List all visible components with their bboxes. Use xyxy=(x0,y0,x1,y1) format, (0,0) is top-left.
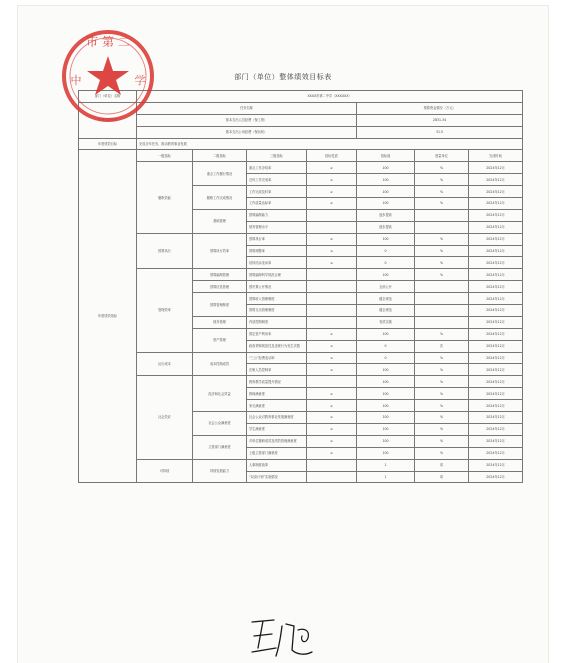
level3-indicator: 预算支出管理制度 xyxy=(247,305,307,317)
indicator-value: 全部公开 xyxy=(357,281,415,293)
indicator-nature: ≥ xyxy=(307,447,357,459)
level3-indicator: 工作质量达标率 xyxy=(247,198,307,210)
completion-time: 2024年12月 xyxy=(469,233,523,245)
measure-unit: % xyxy=(415,412,469,424)
level3-indicator: 预算调整率 xyxy=(247,245,307,257)
indicator-nature xyxy=(307,376,357,388)
measure-unit xyxy=(415,209,469,221)
completion-time: 2024年12月 xyxy=(469,281,523,293)
row2-value: 31.5 xyxy=(357,126,523,138)
completion-time: 2024年12月 xyxy=(469,364,523,376)
level2-indicator: 经济和社会效益 xyxy=(193,376,247,412)
level3-indicator: 预算编制科学规范合理 xyxy=(247,269,307,281)
unit-label: 部门（单位）名称 xyxy=(79,91,137,103)
measure-unit: % xyxy=(415,423,469,435)
level3-indicator: 预算编制能力 xyxy=(247,209,307,221)
completion-time: 2024年12月 xyxy=(469,340,523,352)
measure-unit: % xyxy=(415,233,469,245)
indicator-nature: ≥ xyxy=(307,412,357,424)
indicator-nature xyxy=(307,316,357,328)
table-row xyxy=(79,162,523,174)
completion-time: 2024年12月 xyxy=(469,471,523,483)
indicator-value: 100 xyxy=(357,162,415,174)
completion-time: 2024年12月 xyxy=(469,376,523,388)
indicator-value: 有效实施 xyxy=(357,316,415,328)
level3-indicator: 社会公众对教育事业发展满意度 xyxy=(247,412,307,424)
column-header: 完成时间 xyxy=(469,150,523,162)
measure-unit xyxy=(415,305,469,317)
page-title: 部门（单位）整体绩效目标表 xyxy=(234,73,332,81)
measure-unit: % xyxy=(415,376,469,388)
completion-time: 2024年12月 xyxy=(469,412,523,424)
indicator-nature xyxy=(307,209,357,221)
svg-text:中: 中 xyxy=(70,74,82,87)
level3-indicator: 在职人员控制率 xyxy=(247,364,307,376)
official-seal-stamp xyxy=(58,26,158,126)
level3-indicator: “双高计划”实施情况 xyxy=(247,471,307,483)
measure-unit: % xyxy=(415,174,469,186)
measure-unit: 次 xyxy=(415,340,469,352)
handwritten-signature xyxy=(246,612,336,662)
completion-time: 2024年12月 xyxy=(469,316,523,328)
indicator-value: 100 xyxy=(357,174,415,186)
level1-indicator: 管理效率 xyxy=(137,269,193,352)
level3-indicator: 上级主管部门满意度 xyxy=(247,447,307,459)
indicator-nature: ≥ xyxy=(307,162,357,174)
level3-indicator: 预算收入管理制度 xyxy=(247,293,307,305)
row1-label: 基本支出人员经费（保工资） xyxy=(137,114,357,126)
table-row xyxy=(79,233,523,245)
indicator-value: 100 xyxy=(357,364,415,376)
completion-time: 2024年12月 xyxy=(469,447,523,459)
level3-indicator: 结转结余变动率 xyxy=(247,257,307,269)
completion-time: 2024年12月 xyxy=(469,328,523,340)
indicator-nature: ≤ xyxy=(307,340,357,352)
level1-indicator: 社会效应 xyxy=(137,376,193,459)
indicator-nature: ≥ xyxy=(307,198,357,210)
measure-unit: % xyxy=(415,447,469,459)
completion-time: 2024年12月 xyxy=(469,293,523,305)
measure-unit: % xyxy=(415,364,469,376)
completion-time: 2024年12月 xyxy=(469,269,523,281)
level2-indicator: 基础管理 xyxy=(193,209,247,233)
indicator-value: 100 xyxy=(357,423,415,435)
col-funds-header: 预算资金情况（万元） xyxy=(357,102,523,114)
completion-time: 2024年12月 xyxy=(469,221,523,233)
level2-indicator: 资产管理 xyxy=(193,328,247,352)
level3-indicator: 财务管理水平 xyxy=(247,221,307,233)
measure-unit: % xyxy=(415,400,469,412)
column-header: 一级指标 xyxy=(137,150,193,162)
table-row xyxy=(79,459,523,471)
indicator-value: 100 xyxy=(357,435,415,447)
level3-indicator: 固定资产利用率 xyxy=(247,328,307,340)
column-header: 二级指标 xyxy=(193,150,247,162)
indicator-value: 100 xyxy=(357,412,415,424)
table-row xyxy=(79,150,523,162)
level2-indicator: 预算管理制度 xyxy=(193,293,247,317)
indicator-value: 100 xyxy=(357,198,415,210)
completion-time: 2024年12月 xyxy=(469,257,523,269)
completion-time: 2024年12月 xyxy=(469,459,523,471)
measure-unit: % xyxy=(415,269,469,281)
indicator-nature xyxy=(307,471,357,483)
column-header: 指标值 xyxy=(357,150,415,162)
level3-indicator: 内部控制制度 xyxy=(247,316,307,328)
level2-indicator: 预算编制管理 xyxy=(193,269,247,281)
measure-unit: 项 xyxy=(415,471,469,483)
level3-indicator: “三公”经费变动率 xyxy=(247,352,307,364)
indicator-nature: ≥ xyxy=(307,186,357,198)
level3-indicator: 重点工作办结率 xyxy=(247,162,307,174)
column-header: 三级指标 xyxy=(247,150,307,162)
indicator-value: 100 xyxy=(357,186,415,198)
level2-indicator: 主管部门满意度 xyxy=(193,435,247,459)
indicator-value: 逐步提高 xyxy=(357,221,415,233)
level2-indicator: 成本控制成效 xyxy=(193,352,247,376)
level1-indicator: 可持续 xyxy=(137,459,193,483)
indicator-nature: ≤ xyxy=(307,257,357,269)
indicator-value: 逐步提高 xyxy=(357,209,415,221)
side-label: 年度绩效指标 xyxy=(79,150,137,483)
col-task-header: 任务名称 xyxy=(137,102,357,114)
measure-unit: % xyxy=(415,257,469,269)
table-row xyxy=(79,352,523,364)
level1-indicator: 运行成本 xyxy=(137,352,193,376)
completion-time: 2024年12月 xyxy=(469,186,523,198)
level3-indicator: 总体工作完成率 xyxy=(247,174,307,186)
measure-unit: % xyxy=(415,352,469,364)
document-sheet xyxy=(18,6,548,663)
measure-unit xyxy=(415,281,469,293)
indicator-nature: ≤ xyxy=(307,352,357,364)
completion-time: 2024年12月 xyxy=(469,162,523,174)
indicator-nature: ≥ xyxy=(307,328,357,340)
indicator-nature: ≤ xyxy=(307,364,357,376)
level2-indicator: 重点工作履行情况 xyxy=(193,162,247,186)
measure-unit xyxy=(415,221,469,233)
level3-indicator: 预算执行率 xyxy=(247,233,307,245)
indicator-value: 健全规范 xyxy=(357,293,415,305)
measure-unit: % xyxy=(415,162,469,174)
completion-time: 2024年12月 xyxy=(469,435,523,447)
completion-time: 2024年12月 xyxy=(469,400,523,412)
level2-indicator: 社会公众满意度 xyxy=(193,412,247,436)
level3-indicator: 学生满意度 xyxy=(247,423,307,435)
completion-time: 2024年12月 xyxy=(469,245,523,257)
level3-indicator: 教育教学质量提升情况 xyxy=(247,376,307,388)
indicator-value: 100 xyxy=(357,376,415,388)
indicator-nature: ≤ xyxy=(307,245,357,257)
indicator-nature: ≥ xyxy=(307,233,357,245)
level3-indicator: 工作完成及时率 xyxy=(247,186,307,198)
indicator-value: 100 xyxy=(357,328,415,340)
table-row xyxy=(79,269,523,281)
level3-indicator: 人事制度改革 xyxy=(247,459,307,471)
measure-unit: % xyxy=(415,328,469,340)
svg-text:学: 学 xyxy=(134,74,146,87)
level3-indicator: 对单位履职成效及绩效管理满意度 xyxy=(247,435,307,447)
level1-indicator: 预算执行 xyxy=(137,233,193,269)
completion-time: 2024年12月 xyxy=(469,174,523,186)
completion-time: 2024年12月 xyxy=(469,305,523,317)
indicator-nature xyxy=(307,305,357,317)
table-row xyxy=(79,376,523,388)
measure-unit: 项 xyxy=(415,459,469,471)
column-header: 度量单位 xyxy=(415,150,469,162)
indicator-nature xyxy=(307,293,357,305)
goal-text: 完成全年任务，推动教育事业发展 xyxy=(137,138,523,150)
completion-time: 2024年12月 xyxy=(469,198,523,210)
funds-label: 年度主要任务 xyxy=(79,102,137,138)
indicator-nature xyxy=(307,269,357,281)
level2-indicator: 预算信息管理 xyxy=(193,281,247,293)
level1-indicator: 履职效能 xyxy=(137,162,193,233)
row1-value: 2831.34 xyxy=(357,114,523,126)
completion-time: 2024年12月 xyxy=(469,209,523,221)
column-header: 指标性质 xyxy=(307,150,357,162)
level3-indicator: 预决算公开情况 xyxy=(247,281,307,293)
level2-indicator: 预算执行效率 xyxy=(193,233,247,269)
measure-unit: % xyxy=(415,186,469,198)
indicator-nature: ≥ xyxy=(307,400,357,412)
indicator-value: 100 xyxy=(357,388,415,400)
measure-unit xyxy=(415,293,469,305)
indicator-nature xyxy=(307,281,357,293)
measure-unit xyxy=(415,316,469,328)
indicator-value: 100 xyxy=(357,447,415,459)
indicator-value: 0 xyxy=(357,257,415,269)
indicator-nature: ≥ xyxy=(307,174,357,186)
indicator-nature: ≥ xyxy=(307,388,357,400)
completion-time: 2024年12月 xyxy=(469,423,523,435)
indicator-value: 健全规范 xyxy=(357,305,415,317)
level2-indicator: 持续发展能力 xyxy=(193,459,247,483)
indicator-nature: ≥ xyxy=(307,423,357,435)
unit-name: XXXX市第二中学（XXXXXX） xyxy=(137,91,523,103)
measure-unit: % xyxy=(415,198,469,210)
performance-goal-table xyxy=(78,90,523,483)
row2-label: 基本支出公用经费（保运转） xyxy=(137,126,357,138)
level3-indicator: 家长满意度 xyxy=(247,400,307,412)
indicator-nature: ≥ xyxy=(307,435,357,447)
indicator-value: 0 xyxy=(357,340,415,352)
measure-unit: % xyxy=(415,435,469,447)
indicator-value: 100 xyxy=(357,233,415,245)
indicator-value: 0 xyxy=(357,352,415,364)
indicator-value: 1 xyxy=(357,459,415,471)
svg-text:市 第 二: 市 第 二 xyxy=(86,35,130,49)
indicator-value: 100 xyxy=(357,269,415,281)
level3-indicator: 教师满意度 xyxy=(247,388,307,400)
indicator-value: 100 xyxy=(357,400,415,412)
level2-indicator: 财务管理 xyxy=(193,316,247,328)
completion-time: 2024年12月 xyxy=(469,388,523,400)
indicator-value: 0 xyxy=(357,245,415,257)
measure-unit: % xyxy=(415,245,469,257)
completion-time: 2024年12月 xyxy=(469,352,523,364)
level3-indicator: 政府采购规范性及违规行为发生次数 xyxy=(247,340,307,352)
level2-indicator: 履职工作完成情况 xyxy=(193,186,247,210)
goal-label: 年度绩效目标 xyxy=(79,138,137,150)
measure-unit: % xyxy=(415,388,469,400)
indicator-nature xyxy=(307,459,357,471)
indicator-nature xyxy=(307,221,357,233)
indicator-value: 1 xyxy=(357,471,415,483)
